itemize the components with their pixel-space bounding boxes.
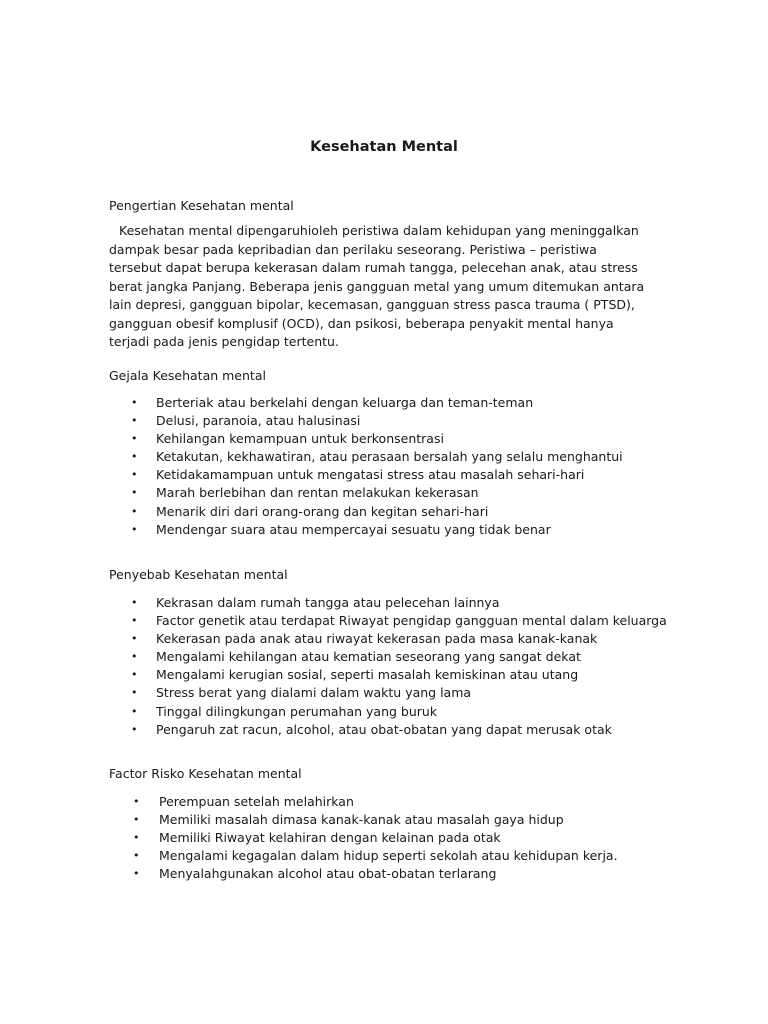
list-item: • Menarik diri dari orang-orang dan kegitan sehari-hari [109,503,669,521]
bullet-icon: • [131,650,138,664]
document-title: Kesehatan Mental [310,139,458,155]
bullet-icon: • [131,414,138,428]
bullet-icon: • [133,795,140,808]
bullet-icon: • [131,522,138,536]
bullet-icon: • [131,596,138,609]
paragraph-pengertian: Kesehatan mental dipengaruhioleh peristiwa dalam kehidupan yang meninggalkan dampak besar pada kepribadian dan perilaku seseorang. Peristiwa – peristiwa tersebut dapat berupa kekerasan dalam rumah tangga, pelecehan anak, atau stress berat jangka Panjang. Beberapa jenis gangguan metal yang umum ditemukan antara lain depresi, gangguan bipolar, kecemasan, gangguan stress pasca trauma ( PTSD), gangguan obesif komplusif (OCD), dan psikosi, beberapa penyakit mental hanya terjadi pada jenis pengidap tertentu. [109,223,645,349]
list-item: • Marah berlebihan dan rentan melakukan kekerasan [109,484,669,502]
heading-pengertian: Pengertian Kesehatan mental [109,198,294,213]
list-item: • Pengaruh zat racun, alcohol, atau obat-obatan yang dapat merusak otak [109,721,669,739]
list-gejala [109,394,669,539]
list-item: • Kekerasan pada anak atau riwayat kekerasan pada masa kanak-kanak [109,630,669,648]
list-item: • Tinggal dilingkungan perumahan yang buruk [109,703,669,721]
heading-risiko: Factor Risko Kesehatan mental [109,766,302,781]
list-item: • Delusi, paranoia, atau halusinasi [109,412,669,430]
list-item: • Factor genetik atau terdapat Riwayat pengidap gangguan mental dalam keluarga [109,612,669,630]
heading-gejala: Gejala Kesehatan mental [109,368,266,383]
list-item: • Memiliki Riwayat kelahiran dengan kelainan pada otak [109,829,669,847]
bullet-icon: • [131,486,138,500]
heading-penyebab: Penyebab Kesehatan mental [109,567,288,582]
list-item: • Berteriak atau berkelahi dengan keluarga dan teman-teman [109,394,669,412]
list-penyebab [109,594,669,739]
list-item: • Kehilangan kemampuan untuk berkonsentrasi [109,430,669,448]
list-item: • Perempuan setelah melahirkan [109,793,669,811]
list-item: • Mengalami kehilangan atau kematian seseorang yang sangat dekat [109,648,669,666]
bullet-icon: • [131,632,138,646]
bullet-icon: • [131,668,138,682]
list-item: • Mengalami kerugian sosial, seperti masalah kemiskinan atau utang [109,666,669,684]
list-item: • Memiliki masalah dimasa kanak-kanak atau masalah gaya hidup [109,811,669,829]
list-item: • Mendengar suara atau mempercayai sesuatu yang tidak benar [109,521,669,539]
bullet-icon: • [131,432,138,446]
bullet-icon: • [131,504,138,518]
list-item: • Ketakutan, kekhawatiran, atau perasaan bersalah yang selalu menghantui [109,448,669,466]
bullet-icon: • [133,813,140,827]
list-item: • Ketidakamampuan untuk mengatasi stress atau masalah sehari-hari [109,466,669,484]
list-item: • Mengalami kegagalan dalam hidup seperti sekolah atau kehidupan kerja. [109,847,669,865]
list-risiko [109,793,669,883]
bullet-icon: • [131,704,138,718]
list-item: • Stress berat yang dialami dalam waktu yang lama [109,684,669,702]
bullet-icon: • [133,867,140,881]
bullet-icon: • [131,614,138,628]
bullet-icon: • [131,396,138,409]
list-item: • Menyalahgunakan alcohol atau obat-obatan terlarang [109,865,669,883]
bullet-icon: • [131,450,138,464]
bullet-icon: • [133,831,140,845]
list-item: • Kekrasan dalam rumah tangga atau pelecehan lainnya [109,594,669,612]
bullet-icon: • [131,722,138,736]
bullet-icon: • [133,849,140,863]
bullet-icon: • [131,686,138,700]
bullet-icon: • [131,468,138,482]
